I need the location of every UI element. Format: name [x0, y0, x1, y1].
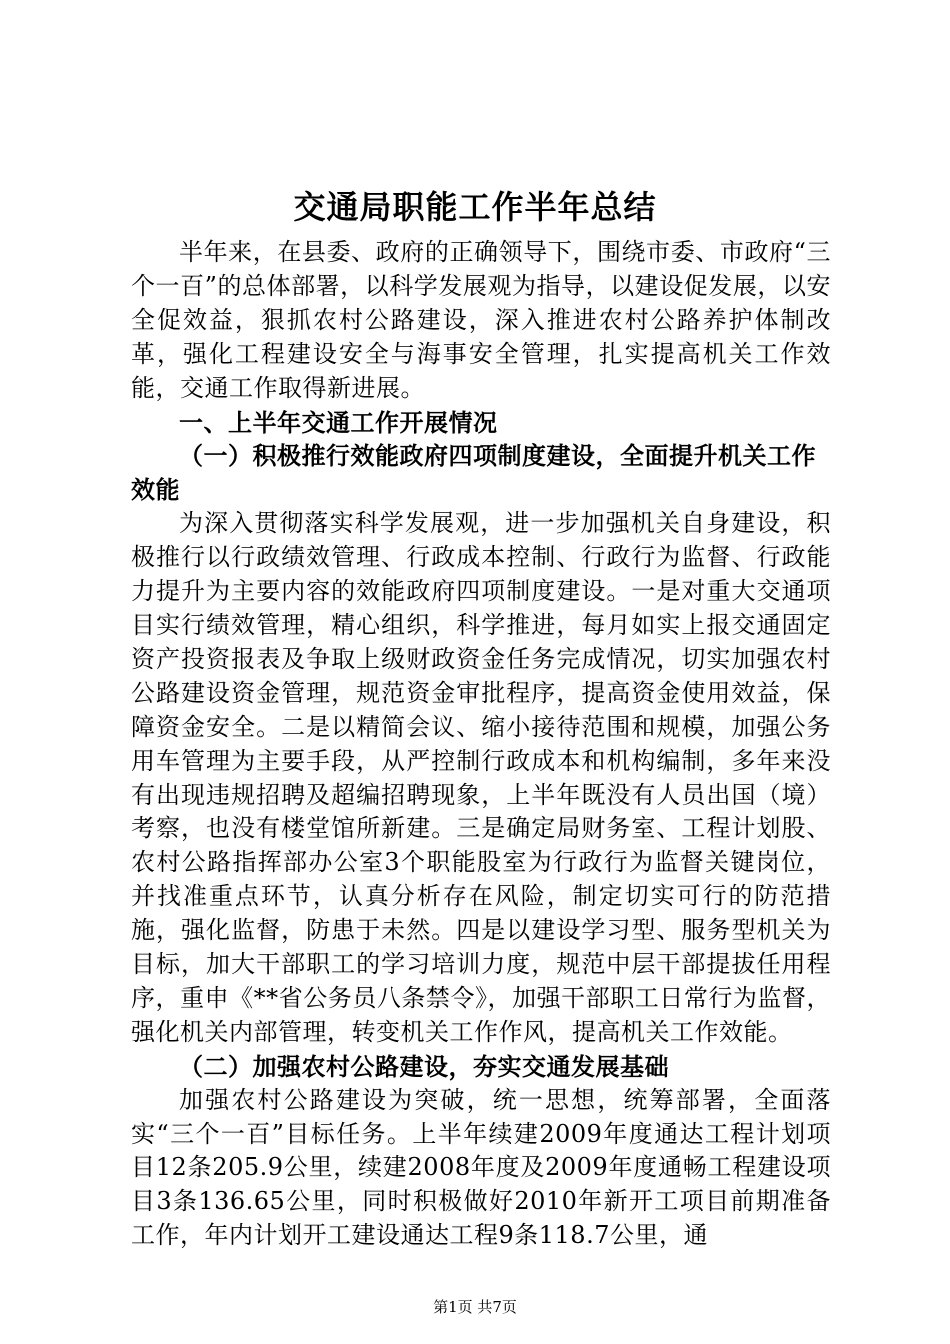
subsection-paragraph-1: 为深入贯彻落实科学发展观，进一步加强机关自身建设，积极推行以行政绩效管理、行政成本控制、行政行为监督、行政能力提升为主要内容的效能政府四项制度建设。一是对重大交通项目实行绩效管理，精心组织，科学推进，每月如实上报交通固定资产投资报表及争取上级财政资金任务完成情况，切实加强农村公路建设资金管理，规范资金审批程序，提高资金使用效益，保障资金安全。二是以精简会议、缩小接待范围和规模，加强公务用车管理为主要手段，从严控制行政成本和机构编制，多年来没有出现违规招聘及超编招聘现象，上半年既没有人员出国（境）考察，也没有楼堂馆所新建。三是确定局财务室、工程计划股、农村公路指挥部办公室3个职能股室为行政行为监督关键岗位，并找准重点环节，认真分析存在风险，制定切实可行的防范措施，强化监督，防患于未然。四是以建设学习型、服务型机关为目标，加大干部职工的学习培训力度，规范中层干部提拔任用程序，重申《**省公务员八条禁令》，加强干部职工日常行为监督，强化机关内部管理，转变机关工作作风，提高机关工作效能。	[131, 509, 831, 1046]
subsection-heading-1: （一）积极推行效能政府四项制度建设，全面提升机关工作效能	[131, 441, 816, 505]
page-number-footer: 第1页 共7页	[433, 1298, 517, 1316]
document-title: 交通局职能工作半年总结	[293, 188, 657, 226]
subsection-heading-2: （二）加强农村公路建设，夯实交通发展基础	[179, 1051, 669, 1081]
section-heading: 一、上半年交通工作开展情况	[179, 407, 498, 437]
intro-paragraph: 半年来，在县委、政府的正确领导下，围绕市委、市政府“三个一百”的总体部署，以科学发展观为指导，以建设促发展，以安全促效益，狠抓农村公路建设，深入推进农村公路养护体制改革，强化工程建设安全与海事安全管理，扎实提高机关工作效能，交通工作取得新进展。	[131, 238, 831, 402]
subsection-paragraph-2: 加强农村公路建设为突破，统一思想，统筹部署，全面落实“三个一百”目标任务。上半年续建2009年度通达工程计划项目12条205.9公里，续建2008年度及2009年度通畅工程建设项目3条136.65公里，同时积极做好2010年新开工项目前期准备工作，年内计划开工建设通达工程9条118.7公里，通	[131, 1085, 831, 1250]
document-body	[131, 236, 831, 1253]
